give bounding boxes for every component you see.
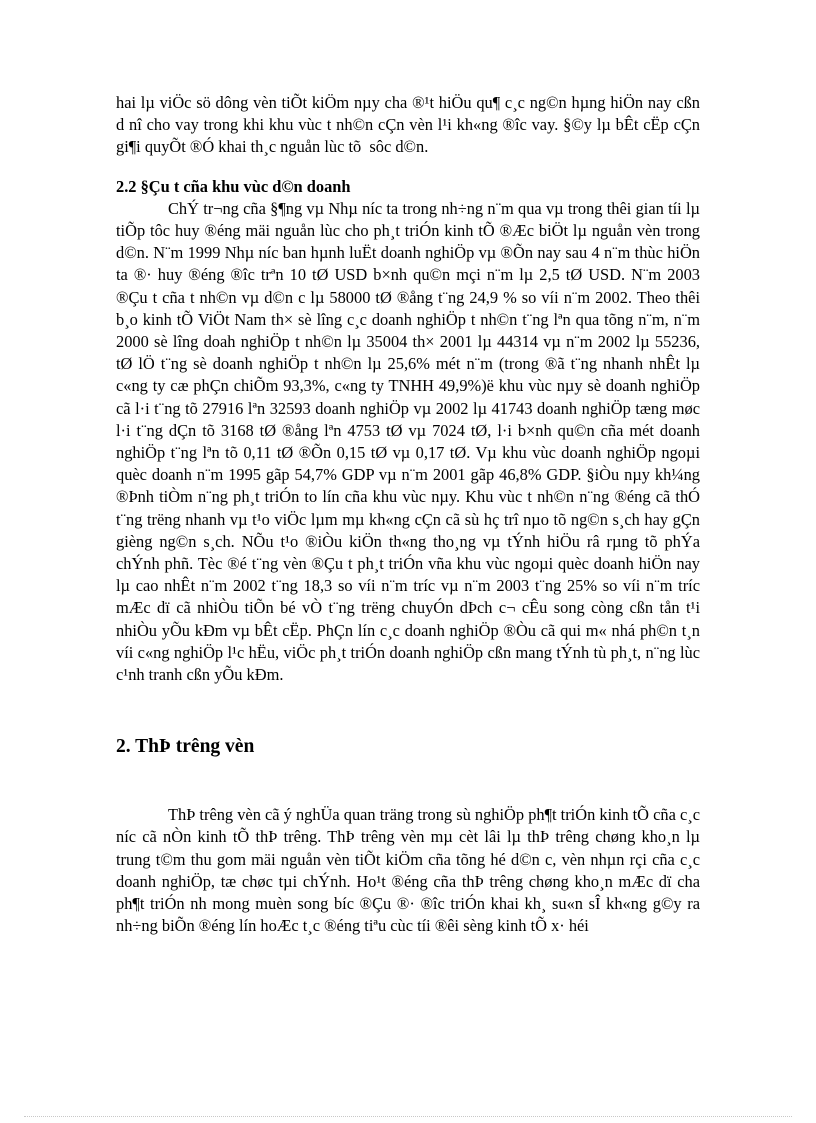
paragraph-capital-market: ThÞ trêng vèn cã ý nghÜa quan träng trong sù nghiÖp ph¶t triÓn kinh tÕ cña c¸c níc cã nÒn kinh tÕ thÞ trêng. ThÞ trêng vèn mµ cèt lâi lµ thÞ trêng chøng kho¸n lµ trung t©m thu gom mäi nguån vèn tiÕt kiÖm cña tõng hé d©n c, vèn nhµn rçi cña c¸c doanh nghiÖp, tæ chøc tµi chÝnh. Ho¹t ®éng cña thÞ trêng chøng kho¸n mÆc dï cha ph¶t triÓn nh mong muèn song bíc ®Çu ®· ®îc triÓn khai kh¸ su«n sÎ kh«ng g©y ra nh÷ng biÕn ®éng lín hoÆc t¸c ®éng tiªu cùc tíi ®êi sèng kinh tÕ x· héi bbox=[116, 805, 700, 936]
paragraph-intro: hai lµ viÖc sö dông vèn tiÕt kiÖm nµy cha ®¹t hiÖu qu¶ c¸c ng©n hµng hiÖn nay cßn d nî cho vay trong khi khu vùc t nh©n cÇn vèn l¹i kh«ng ®îc vay. §©y lµ bÊt cËp cÇn gi¶i quyÕt ®Ó khai th¸c nguån lùc tõ sôc d©n. bbox=[116, 93, 700, 157]
paragraph-private-sector: ChÝ tr¬ng cña §¶ng vµ Nhµ níc ta trong nh÷ng n¨m qua vµ trong thêi gian tíi lµ tiÕp tôc huy ®éng mäi nguån lùc cho ph¸t triÓn kinh tÕ ®Æc biÖt lµ nguån vèn trong d©n. N¨m 1999 Nhµ níc ban hµnh luËt doanh nghiÖp vµ ®Õn nay sau 4 n¨m thùc hiÖn ta ®· huy ®éng ®îc trªn 10 tØ USD b×nh qu©n mçi n¨m lµ 2,5 tØ USD. N¨m 2003 ®Çu t cña t nh©n vµ d©n c lµ 58000 tØ ®ång t¨ng 24,9 % so víi n¨m 2002. Theo thêi b¸o kinh tÕ ViÖt Nam th× sè lîng c¸c doanh nghiÖp t nh©n t¨ng lªn qua tõng n¨m, n¨m 2000 sè lîng doah nghiÖp t nh©n lµ 35004 th× 2001 lµ 44314 vµ n¨m 2002 lµ 55236, tØ lÖ t¨ng sè doanh nghiÖp t nh©n lµ 25,6% mét n¨m (trong ®ã t¨ng nhanh nhÊt lµ c«ng ty cæ phÇn chiÕm 93,3%, c«ng ty TNHH 49,9%)ë khu vùc nµy sè doanh nghiÖp cã l·i t¨ng tõ 27916 lªn 32593 doanh nghiÖp vµ 2002 lµ 41743 doanh nghiÖp tæng møc l·i t¨ng dÇn tõ 3168 tØ ®ång lªn 4753 tØ vµ 7024 tØ, l·i b×nh qu©n cña mét doanh nghiÖp t¨ng lªn tõ 0,11 tØ ®Õn 0,15 tØ vµ 0,17 tØ. Vµ khu vùc doanh nghiÖp ngoµi quèc doanh n¨m 1995 gãp 54,7% GDP vµ n¨m 2001 gãp 46,8% GDP. §iÒu nµy kh¼ng ®Þnh tiÒm n¨ng ph¸t triÓn to lín cña khu vùc nµy. Khu vùc t nh©n n¨ng ®éng cã thÓ t¨ng trëng nhanh vµ t¹o viÖc lµm mµ kh«ng cÇn cã sù hç trî nµo tõ ng©n s¸ch hay gÇn gièng ng©n s¸ch. NÕu t¹o ®iÒu kiÖn th«ng tho¸ng vµ tÝnh hiÖu râ rµng tõ phÝa chÝnh phñ. Tèc ®é t¨ng vèn ®Çu t ph¸t triÓn vña khu vùc ngoµi quèc doanh hiÖn nay lµ cao nhÊt n¨m 2002 t¨ng 18,3 so víi n¨m tríc vµ n¨m 2003 t¨ng 25% so víi n¨m tríc mÆc dï cã nhiÒu tiÕn bé vÒ t¨ng trëng chuyÓn dÞch c¬ cÊu song còng cßn tån t¹i nhiÒu yÕu kÐm vµ bÊt cËp. PhÇn lín c¸c doanh nghiÖp ®Òu cã qui m« nhá ph©n t¸n víi c«ng nghiÖp l¹c hËu, viÖc ph¸t triÓn doanh nghiÖp cßn mang tÝnh tù ph¸t, n¨ng lùc c¹nh tranh cßn yÕu kÐm. bbox=[116, 198, 700, 685]
section-title: 2. ThÞ trêng vèn bbox=[116, 736, 255, 758]
subsection-title: 2.2 §Çu t cña khu vùc d©n doanh bbox=[116, 176, 351, 196]
document-page bbox=[116, 92, 700, 938]
page-bottom-rule bbox=[24, 1116, 792, 1117]
